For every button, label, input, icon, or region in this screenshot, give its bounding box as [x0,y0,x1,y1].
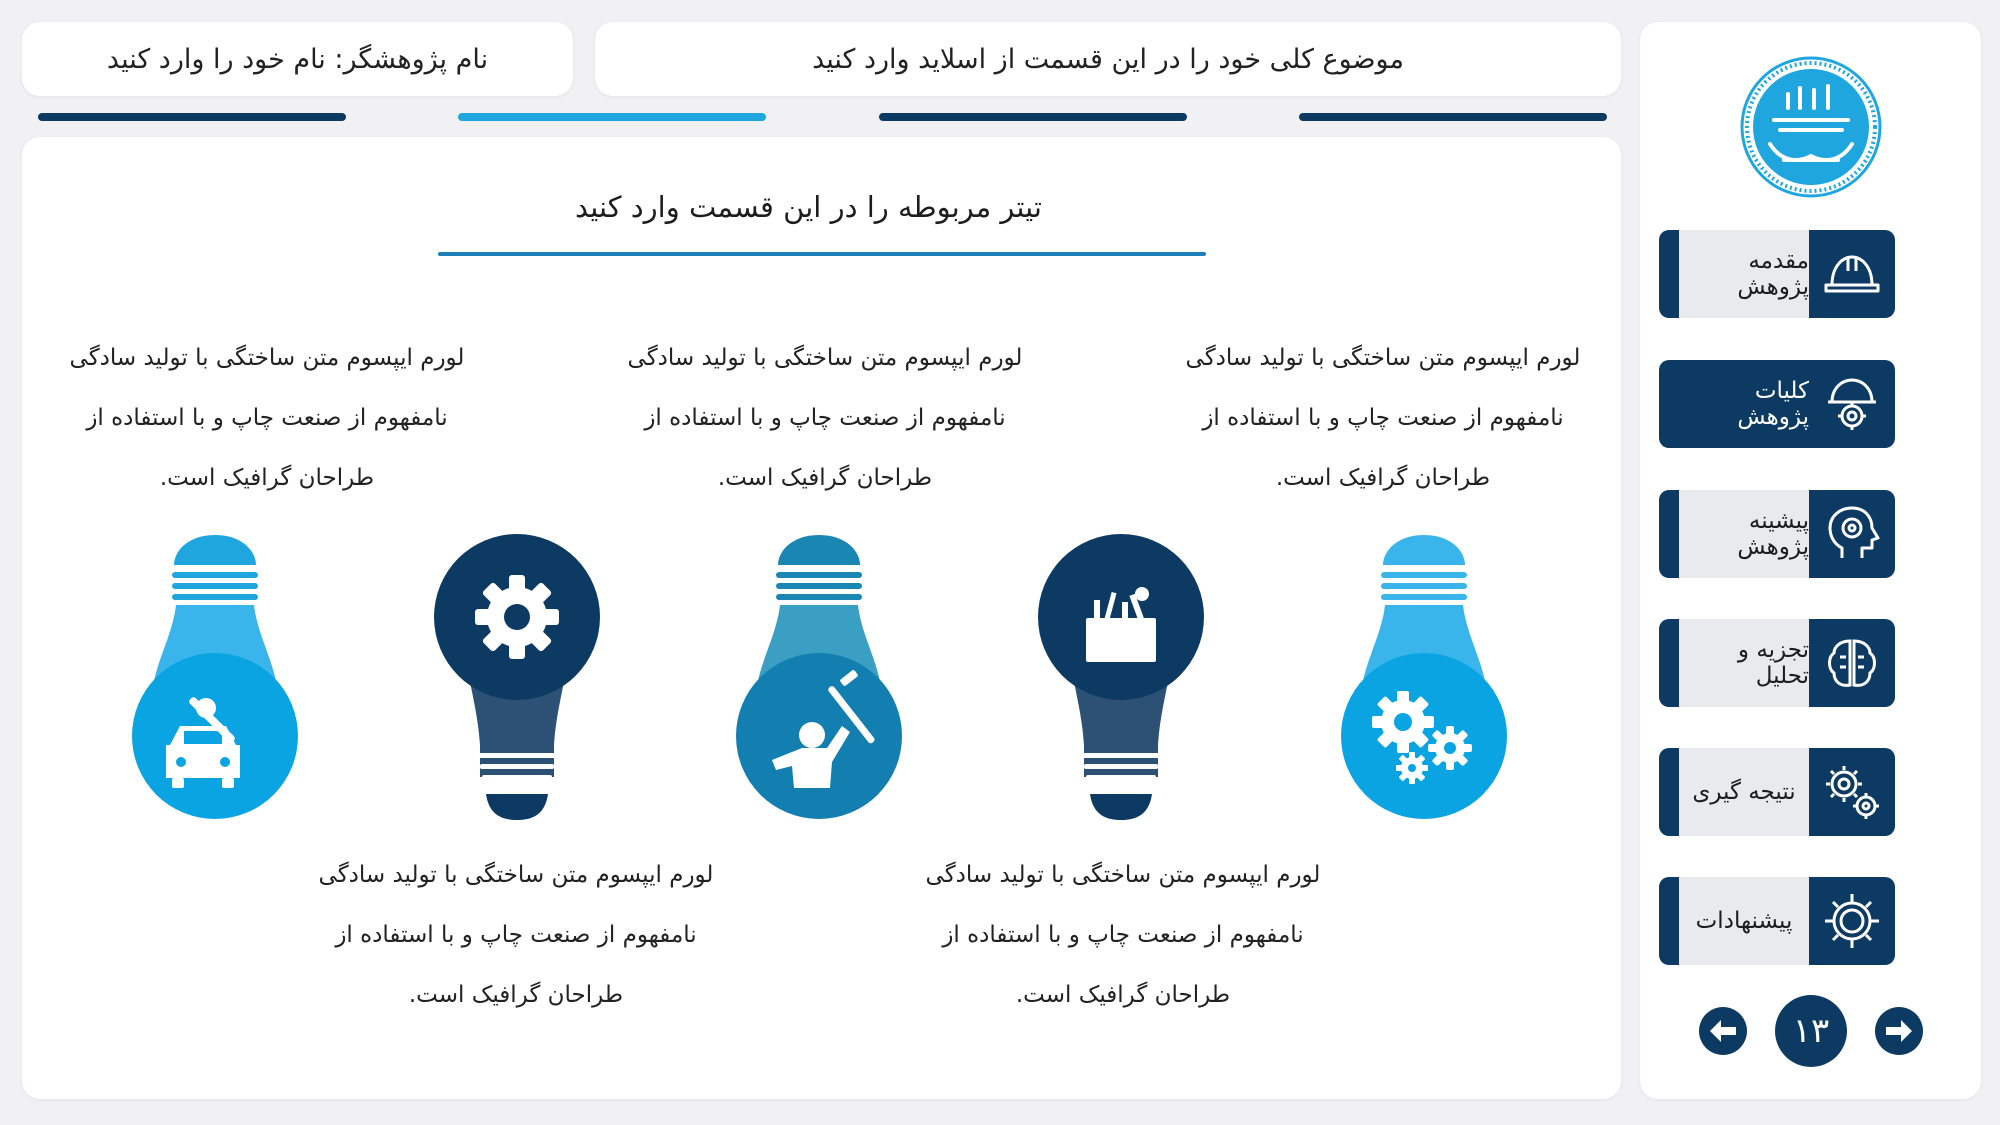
nav-item-introduction[interactable] [1659,230,1895,318]
nav-item-overview[interactable] [1659,360,1895,448]
paragraph-bottom-left [281,845,751,1025]
brain-circuit-icon [1809,619,1895,707]
lightbulb-gears [1337,530,1511,825]
lightbulb-toolbox [1034,530,1208,825]
university-logo [1740,56,1882,198]
paragraph-line: لورم ایپسوم متن ساختگی با تولید سادگی [1185,345,1581,371]
prev-button[interactable] [1875,1007,1923,1055]
paragraph-top-right [1148,328,1618,508]
nav-edge [1659,360,1679,448]
lightbulb-worker [732,530,906,825]
tab-indicator-1[interactable] [38,113,346,121]
nav-item-analysis[interactable] [1659,619,1895,707]
paragraph-line: نامفهوم از صنعت چاپ و با استفاده از [335,922,697,948]
paragraph-line: طراحان گرافیک است. [717,465,933,491]
paragraph-line: نامفهوم از صنعت چاپ و با استفاده از [942,922,1304,948]
cog-icon [475,575,559,659]
nav-edge [1659,230,1679,318]
nav-label: مقدمه پژوهش [1679,230,1809,318]
next-button[interactable] [1699,1007,1747,1055]
nav-edge [1659,490,1679,578]
nav-item-conclusion[interactable] [1659,748,1895,836]
topic-box [595,22,1621,96]
arrow-right-icon [1884,1018,1914,1044]
tab-indicator-2[interactable] [458,113,766,121]
topic-text: موضوع کلی خود را در این قسمت از اسلاید وارد کنید [812,43,1404,75]
paragraph-line: لورم ایپسوم متن ساختگی با تولید سادگی [318,862,714,888]
nav-item-suggestions[interactable] [1659,877,1895,965]
nav-edge [1659,619,1679,707]
head-gear-icon [1809,490,1895,578]
researcher-name-box [22,22,573,96]
researcher-name-text: نام پژوهشگر: نام خود را وارد کنید [106,43,489,75]
paragraph-line: طراحان گرافیک است. [1275,465,1491,491]
section-title: تیتر مربوطه را در این قسمت وارد کنید [575,190,1042,224]
lightbulb-car-repair [128,530,302,825]
paragraph-line: نامفهوم از صنعت چاپ و با استفاده از [86,405,448,431]
tab-indicator-3[interactable] [879,113,1187,121]
nav-item-literature[interactable] [1659,490,1895,578]
gear-icon [1809,877,1895,965]
nav-label: نتیجه گیری [1679,748,1809,836]
page-number: ۱۳ [1792,1011,1830,1051]
nav-label: پیشینه پژوهش [1679,490,1809,578]
two-gears-icon [1809,748,1895,836]
lightbulb-cog [430,530,604,825]
paragraph-line: لورم ایپسوم متن ساختگی با تولید سادگی [69,345,465,371]
paragraph-line: طراحان گرافیک است. [1015,982,1231,1008]
hard-hat-icon [1809,230,1895,318]
paragraph-line: نامفهوم از صنعت چاپ و با استفاده از [1202,405,1564,431]
paragraph-bottom-right [888,845,1358,1025]
title-underline [438,252,1206,256]
paragraph-top-center [590,328,1060,508]
paragraph-line: لورم ایپسوم متن ساختگی با تولید سادگی [925,862,1321,888]
nav-edge [1659,748,1679,836]
helmet-gear-icon [1809,360,1895,448]
tab-indicator-4[interactable] [1299,113,1607,121]
nav-label: پیشنهادات [1679,877,1809,965]
paragraph-line: طراحان گرافیک است. [408,982,624,1008]
arrow-left-icon [1708,1018,1738,1044]
page-number-badge [1775,995,1847,1067]
paragraph-top-left [32,328,502,508]
paragraph-line: طراحان گرافیک است. [159,465,375,491]
paragraph-line: لورم ایپسوم متن ساختگی با تولید سادگی [627,345,1023,371]
nav-label: تجزیه و تحلیل [1679,619,1809,707]
paragraph-line: نامفهوم از صنعت چاپ و با استفاده از [644,405,1006,431]
nav-edge [1659,877,1679,965]
nav-label: کلیات پژوهش [1679,360,1809,448]
